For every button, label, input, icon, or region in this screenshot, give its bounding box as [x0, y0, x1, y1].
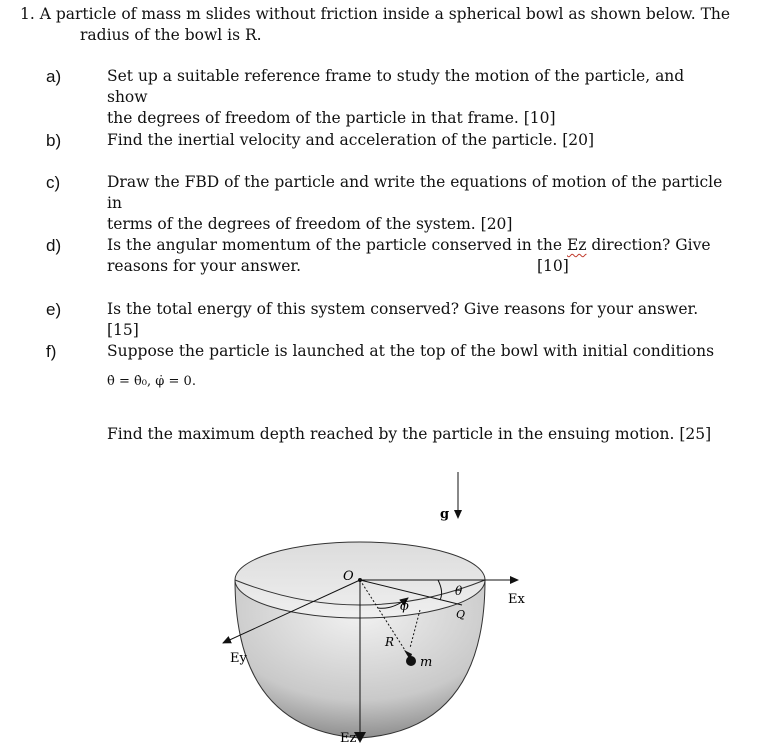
spellcheck-word: Ez — [567, 236, 587, 254]
part-label: e) — [46, 300, 62, 319]
part-text: Set up a suitable reference frame to study the motion of the particle, and show — [107, 67, 685, 106]
bowl-figure — [0, 460, 765, 747]
part-label: f) — [46, 342, 57, 361]
question-line-2: radius of the bowl is R. — [80, 26, 262, 44]
part-text: reasons for your answer. — [107, 257, 302, 275]
part-text: Is the angular momentum of the particle conserved in the — [107, 236, 567, 254]
initial-conditions: θ̇ = θ̇₀, φ̇ = 0. — [107, 374, 196, 389]
label-ey: Ey — [230, 651, 247, 666]
part-text: Draw the FBD of the particle and write the equations of motion of the particle in — [107, 173, 723, 212]
part-text: Is the total energy of this system conserved? Give reasons for your answer. [15] — [107, 300, 699, 339]
label-q: Q — [456, 608, 466, 621]
part-text: direction? Give — [586, 236, 711, 254]
part-mark: [10] — [537, 257, 569, 275]
question-line-1: 1. A particle of mass m slides without friction inside a spherical bowl as shown below. The — [20, 5, 731, 23]
part-text: Find the inertial velocity and acceleration of the particle. [20] — [107, 131, 595, 149]
label-m: m — [420, 655, 433, 670]
part-label: a) — [46, 67, 62, 86]
part-label: b) — [46, 131, 62, 150]
label-theta: θ — [455, 584, 463, 598]
label-ez: Ez — [340, 731, 357, 746]
label-phi: ϕ — [400, 599, 409, 614]
label-g: g — [440, 507, 450, 522]
part-text: terms of the degrees of freedom of the system. [20] — [107, 215, 513, 233]
part-label: c) — [46, 173, 61, 192]
question-title — [20, 4, 730, 46]
part-text: Suppose the particle is launched at the top of the bowl with initial conditions — [107, 342, 715, 360]
part-text: the degrees of freedom of the particle in that frame. [10] — [107, 109, 556, 127]
label-ex: Ex — [508, 592, 525, 607]
particle — [406, 656, 416, 666]
final-question: Find the maximum depth reached by the particle in the ensuing motion. [25] — [107, 425, 712, 443]
part-label: d) — [46, 236, 62, 255]
label-r: R — [385, 635, 395, 649]
label-o: O — [343, 569, 354, 584]
